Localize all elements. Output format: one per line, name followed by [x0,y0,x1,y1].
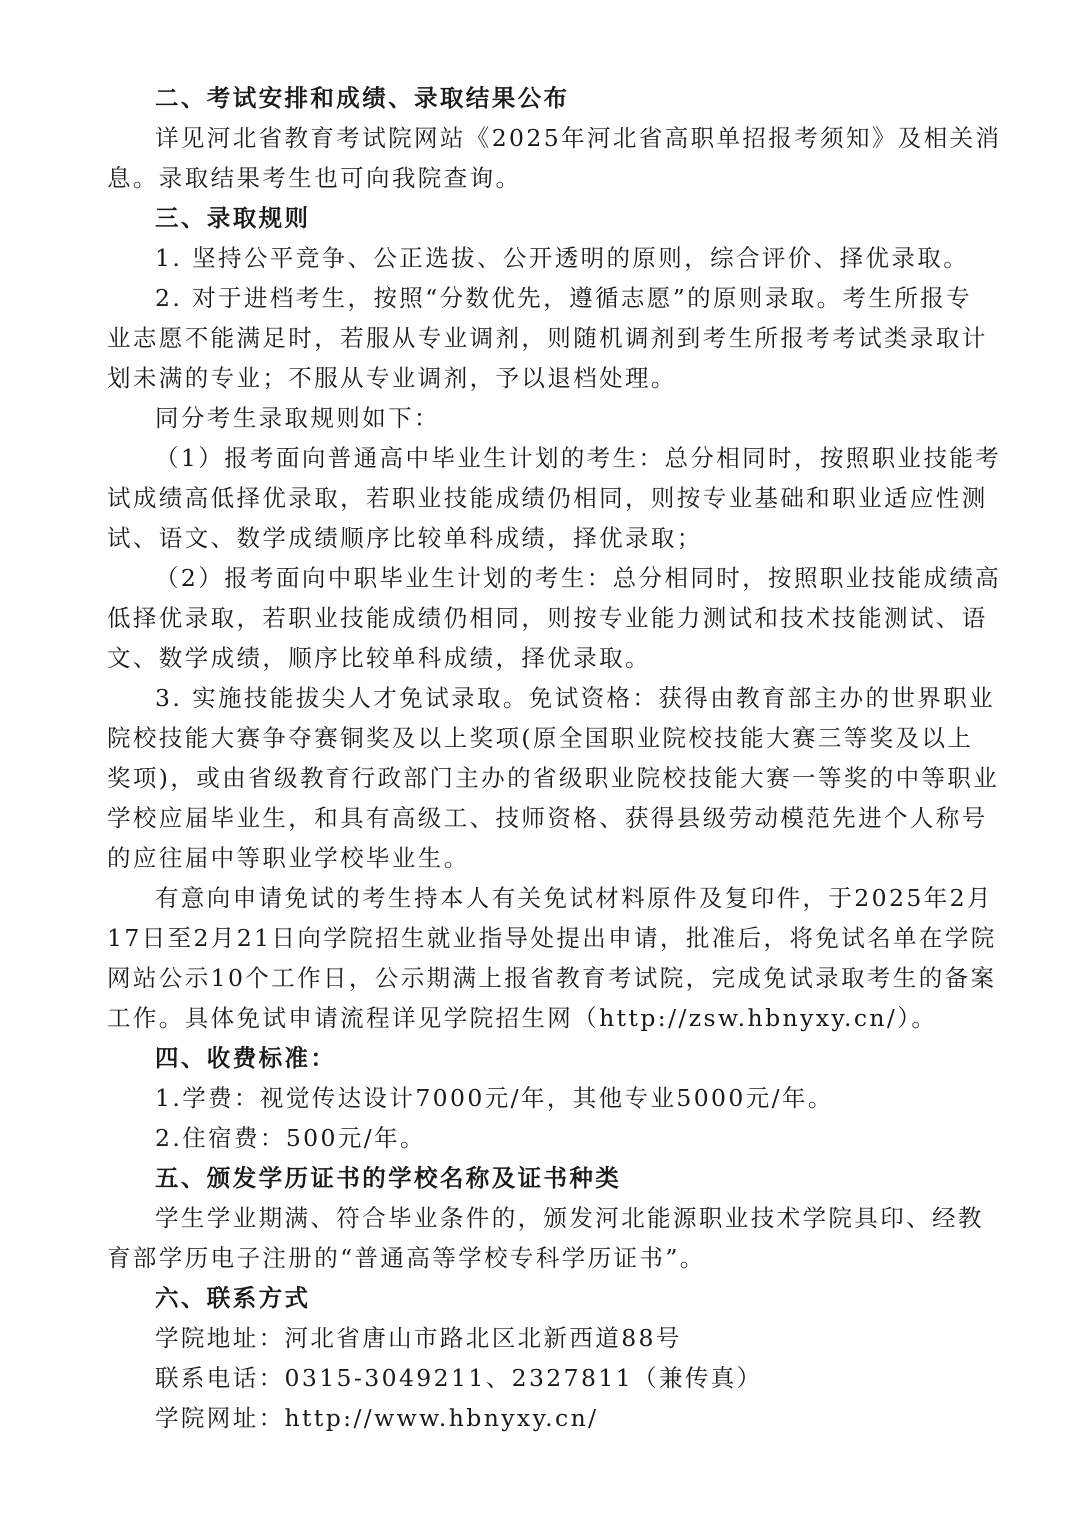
same-score-case-2-line: 低择优录取，若职业技能成绩仍相同，则按专业能力测试和技术技能测试、语 [107,604,988,632]
section-heading-admission-rules: 三、录取规则 [155,204,311,232]
same-score-case-1-line: （1）报考面向普通高中毕业生计划的考生：总分相同时，按照职业技能考 [155,444,1002,472]
rule-3-line: 奖项)，或由省级教育行政部门主办的省级职业院校技能大赛一等奖的中等职业 [107,764,1000,792]
dorm-fee: 2.住宿费：500元/年。 [155,1124,426,1152]
same-score-intro: 同分考生录取规则如下： [155,404,440,432]
diploma-line: 学生学业期满、符合毕业条件的，颁发河北能源职业技术学院具印、经教 [155,1204,984,1232]
rule-2-line: 划未满的专业；不服从专业调剂，予以退档处理。 [107,364,677,392]
exemption-application-line: 工作。具体免试申请流程详见学院招生网（http://zsw.hbnyxy.cn/）。 [107,1004,938,1032]
diploma-line: 育部学历电子注册的“普通高等学校专科学历证书”。 [107,1244,706,1272]
exemption-application-line: 有意向申请免试的考生持本人有关免试材料原件及复印件，于2025年2月 [155,884,993,912]
same-score-case-1-line: 试成绩高低择优录取，若职业技能成绩仍相同，则按专业基础和职业适应性测 [107,484,988,512]
rule-3-line: 的应往届中等职业学校毕业生。 [107,844,470,872]
paragraph-line: 息。录取结果考生也可向我院查询。 [107,164,522,192]
rule-1: 1. 坚持公平竞争、公正选拔、公开透明的原则，综合评价、择优录取。 [155,244,970,272]
section-heading-diploma: 五、颁发学历证书的学校名称及证书种类 [155,1164,622,1192]
rule-2-line: 2. 对于进档考生，按照“分数优先，遵循志愿”的原则录取。考生所报专 [155,284,973,312]
rule-2-line: 业志愿不能满足时，若服从专业调剂，则随机调剂到考生所报考考试类录取计 [107,324,988,352]
paragraph-line: 详见河北省教育考试院网站《2025年河北省高职单招报考须知》及相关消 [155,124,1002,152]
rule-3-line: 3. 实施技能拔尖人才免试录取。免试资格：获得由教育部主办的世界职业 [155,684,995,712]
contact-website: 学院网址：http://www.hbnyxy.cn/ [155,1404,599,1432]
same-score-case-1-line: 试、语文、数学成绩顺序比较单科成绩，择优录取； [107,524,703,552]
section-heading-exam-arrangement: 二、考试安排和成绩、录取结果公布 [155,84,570,112]
section-heading-contact: 六、联系方式 [155,1284,311,1312]
same-score-case-2-line: 文、数学成绩，顺序比较单科成绩，择优录取。 [107,644,651,672]
document-page [107,78,1002,1438]
contact-phone: 联系电话：0315-3049211、2327811（兼传真） [155,1364,763,1392]
same-score-case-2-line: （2）报考面向中职毕业生计划的考生：总分相同时，按照职业技能成绩高 [155,564,1002,592]
contact-address: 学院地址：河北省唐山市路北区北新西道88号 [155,1324,682,1352]
exemption-application-line: 17日至2月21日向学院招生就业指导处提出申请，批准后，将免试名单在学院 [107,924,997,952]
exemption-application-line: 网站公示10个工作日，公示期满上报省教育考试院，完成免试录取考生的备案 [107,964,997,992]
tuition-fee: 1.学费：视觉传达设计7000元/年，其他专业5000元/年。 [155,1084,834,1112]
section-heading-fees: 四、收费标准： [155,1044,337,1072]
rule-3-line: 学校应届毕业生，和具有高级工、技师资格、获得县级劳动模范先进个人称号 [107,804,988,832]
rule-3-line: 院校技能大赛争夺赛铜奖及以上奖项(原全国职业院校技能大赛三等奖及以上 [107,724,974,752]
